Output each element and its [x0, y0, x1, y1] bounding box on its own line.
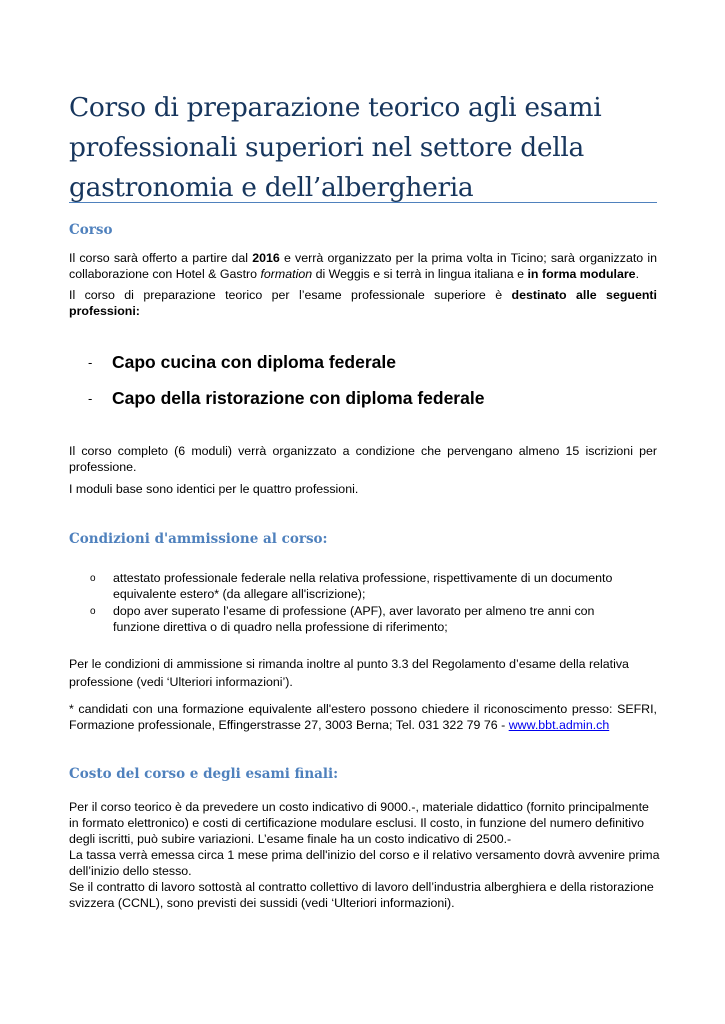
list-dash: -: [88, 355, 93, 370]
ammissione-bullet-text: dopo aver superato l’esame di professione (APF), aver lavorato per almeno tre anni con funzione direttiva o di quadro nella professione di riferimento;: [113, 604, 595, 634]
list-dash: -: [88, 391, 93, 406]
costo-paragraph: [69, 799, 669, 911]
bullet-marker: o: [90, 573, 96, 584]
section-heading-costo: Costo del corso e degli esami finali:: [69, 766, 339, 782]
section-heading-ammissione: Condizioni d'ammissione al corso:: [69, 531, 328, 547]
profession-label: Capo cucina con diploma federale: [112, 352, 396, 372]
costo-line: dell’inizio dello stesso.: [69, 864, 192, 878]
corso-paragraph-3: Il corso completo (6 moduli) verrà organizzato a condizione che pervengano almeno 15 iscrizioni per professione.: [69, 444, 657, 474]
bbt-website-link[interactable]: www.bbt.admin.ch: [508, 718, 610, 732]
costo-line: svizzera (CCNL), sono previsti dei sussidi (vedi ‘Ulteriori informazioni).: [69, 896, 455, 910]
corso-paragraph-2: Il corso di preparazione teorico per l’esame professionale superiore è destinato alle seguenti professioni:: [69, 288, 658, 318]
ammissione-paragraph-2: * candidati con una formazione equivalente all'estero possono chiedere il riconoscimento presso: SEFRI, Formazione professionale, Effingerstrasse 27, 3003 Berna; Tel. 031 322 79 76 - www.bbt.admin.ch: [69, 702, 657, 732]
profession-item: [88, 388, 484, 409]
costo-line: degli iscritti, può subire variazioni. L’esame finale ha un costo indicativo di 2500.-: [69, 832, 512, 846]
profession-item: [88, 352, 396, 373]
costo-line: in formato elettronico) e costi di certificazione modulare esclusi. Il costo, in funzione del numero definitivo: [69, 816, 645, 830]
costo-line: Se il contratto di lavoro sottostà al contratto collettivo di lavoro dell’industria alberghiera e della ristorazione: [69, 880, 654, 894]
costo-line: Per il corso teorico è da prevedere un costo indicativo di 9000.-, materiale didattico (fornito principalmente: [69, 800, 649, 814]
profession-label: Capo della ristorazione con diploma federale: [112, 388, 485, 408]
document-title: Corso di preparazione teorico agli esami professionali superiori nel settore della gastronomia e dell’albergheria: [69, 92, 602, 203]
corso-paragraph-1: Il corso sarà offerto a partire dal 2016 e verrà organizzato per la prima volta in Ticino; sarà organizzato in collaborazione con Hotel & Gastro formation di Weggis e si terrà in lingua italiana e in forma modulare.: [69, 251, 657, 281]
section-heading-corso: Corso: [69, 222, 113, 238]
title-underline: [69, 202, 657, 203]
ammissione-bullet-text: attestato professionale federale nella relativa professione, rispettivamente di un documento equivalente estero* (da allegare all'iscrizione);: [113, 571, 613, 601]
bullet-marker: o: [90, 606, 96, 617]
ammissione-paragraph-1: Per le condizioni di ammissione si rimanda inoltre al punto 3.3 del Regolamento d’esame della relativa professione (vedi ‘Ulteriori informazioni’).: [69, 657, 629, 689]
corso-paragraph-4: I moduli base sono identici per le quattro professioni.: [69, 482, 359, 496]
costo-line: La tassa verrà emessa circa 1 mese prima dell'inizio del corso e il relativo versamento dovrà avvenire prima: [69, 848, 660, 862]
